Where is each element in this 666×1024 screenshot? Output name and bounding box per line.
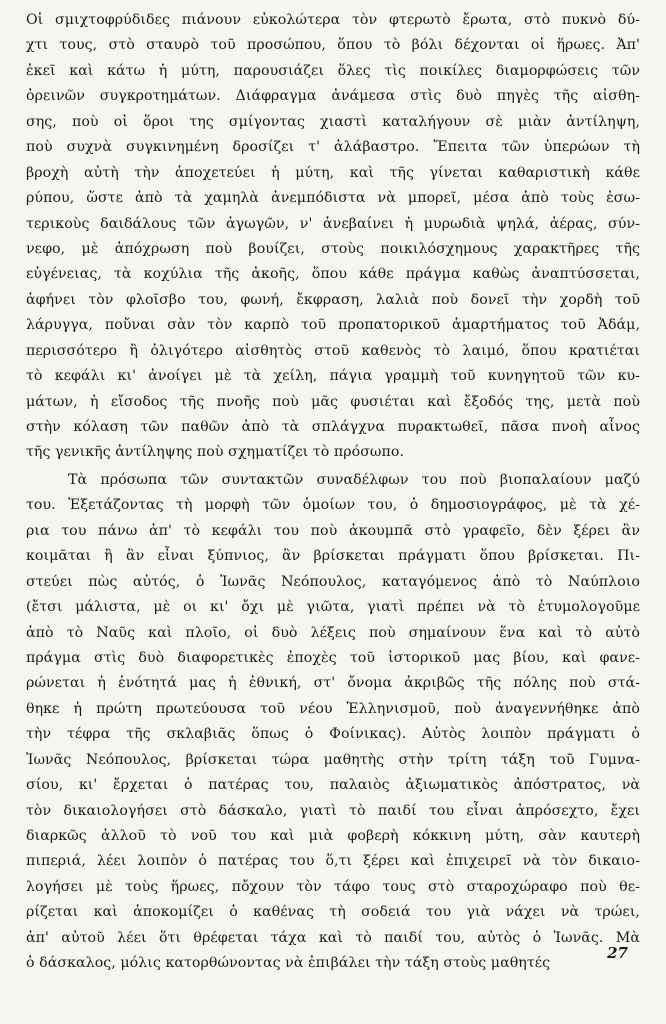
text-line: βροχὴ αὐτὴ τὴν ἀποχετεύει ἡ μύτη, καὶ τῆς γίνεται καθαριστικὴ κάθε — [26, 164, 640, 181]
text-line: ὁ δάσκαλος, μόλις κατορθώνοντας νὰ ἐπιβάλει τὴν τάξη στοὺς μαθητές — [26, 955, 551, 972]
text-line: στὴν κόλαση τῶν παθῶν ἀπὸ τὰ σπλάγχνα πυρακτωθεῖ, πᾶσα πνοὴ αἶνος — [26, 419, 640, 435]
text-line: στεύει πὼς αὐτός, ὁ Ἰωνᾶς Νεόπουλος, καταγόμενος ἀπὸ τὸ Ναύπλοιο — [26, 573, 640, 590]
text-line: διαρκῶς ἀλλοῦ τὸ νοῦ του καὶ μιὰ φοβερὴ κόκκινη μύτη, σὰν καυτερὴ — [26, 828, 640, 844]
text-line: ἀφήνει τὸν φλοῖσβο του, φωνή, ἔκφραση, λαλιὰ ποὺ δονεῖ τὴν χορδὴ τοῦ — [26, 291, 640, 308]
page-number: 27 — [607, 944, 628, 962]
text-line: Τὰ πρόσωπα τῶν συντακτῶν συναδέλφων του ποὺ βιοπαλαίουν μαζύ — [68, 471, 640, 488]
text-line: ρώνεται ἡ ἑνότητά μας ἡ ἐθνική, στ' ὄνομα ἀκριβῶς τῆς πόλης ποὺ στά- — [26, 675, 640, 692]
text-line: ὀρεινῶν συγκροτημάτων. Διάφραγμα ἀνάμεσα στὶς δυὸ πηγὲς τῆς αἰσθη- — [26, 88, 640, 105]
text-line: Οἱ σμιχτοφρύδιδες πιάνουν εὐκολώτερα τὸν φτερωτὸ ἔρωτα, στὸ πυκνὸ δύ- — [26, 12, 640, 28]
text-line: πράγμα στὶς δυὸ διαφορετικὲς ἐποχὲς τοῦ ἱστορικοῦ μας βίου, καὶ φανε- — [26, 649, 640, 666]
text-line: του. Ἐξετάζοντας τὴ μορφὴ τῶν ὁμοίων του, ὁ δημοσιογράφος, μὲ τὰ χέ- — [26, 497, 640, 514]
text-line: λογήσει μὲ τοὺς ἥρωες, πὄχουν τὸν τάφο τους στὸ σταροχώραφο ποὺ θε- — [26, 878, 640, 895]
text-line: ἀπ' αὐτοῦ λέει ὅτι θρέφεται τάχα καὶ τὸ παιδί του, αὐτὸς ὁ Ἰωνᾶς. Μὰ — [26, 929, 640, 946]
text-line: τὴν τέφρα τῆς σκλαβιᾶς ὅπως ὁ Φοίνικας). Αὐτὸς λοιπὸν πράγματι ὁ — [26, 726, 640, 743]
text-line: πιπεριά, λέει λοιπὸν ὁ πατέρας του ὅ,τι ξέρει καὶ ἐπιχειρεῖ νὰ τὸν δικαιο- — [26, 853, 640, 870]
text-line: τὸν δικαιολογήσει στὸ δάσκαλο, γιατὶ τὸ παιδί του εἶναι ἀπρόσεχτο, ἔχει — [26, 802, 640, 819]
text-line: εὐγένειας, τὰ κοχύλια τῆς ἀκοῆς, ὅπου κάθε πράγμα καθὼς ἀναπτύσσεται, — [26, 266, 640, 283]
text-line: ἐκεῖ καὶ κάτω ἡ μύτη, παρουσιάζει ὅλες τὶς ποικίλες διαμορφώσεις τῶν — [26, 62, 640, 79]
text-line: (ἔτσι μάλιστα, μὲ οι κι' ὄχι μὲ γιῶτα, γιατὶ πρέπει νὰ τὸ ἐτυμολογοῦμε — [26, 599, 640, 616]
text-line: σίου, κι' ἔρχεται ὁ πατέρας του, παλαιὸς ἀξιωματικὸς ἀπόστρατος, νὰ — [26, 777, 640, 794]
text-line: λάρυγγα, ποὔναι σὰν τὸν καρπὸ τοῦ προπατορικοῦ ἁμαρτήματος τοῦ Ἀδάμ, — [26, 317, 640, 334]
text-line: νεφο, μὲ ἀπόχρωση ποὺ βουίζει, στοὺς ποικιλόσχημους χαρακτῆρες τῆς — [26, 240, 640, 257]
paragraph — [26, 468, 640, 977]
text-line: τῆς γενικῆς ἀντίληψης ποὺ σχηματίζει τὸ πρόσωπο. — [26, 444, 405, 461]
text-line: ρια του πάνω ἀπ' τὸ κεφάλι του ποὺ ἀκουμπᾶ στὸ γραφεῖο, δὲν ξέρει ἂν — [26, 522, 640, 539]
text-line: ρίζεται καὶ ἀποκομίζει ὁ καθένας τὴ σοδειά του γιὰ νάχει νὰ τρώει, — [26, 904, 640, 921]
text-line: τὸ κεφάλι κι' ἀνοίγει μὲ τὰ χείλη, πάγια γραμμὴ τοῦ κυνηγητοῦ τῶν κυ- — [26, 368, 640, 385]
text-line: τερικοὺς δαιδάλους τῶν ἀγωγῶν, ν' ἀνεβαίνει ἡ μυρωδιὰ ψηλά, ἀέρας, σύν- — [26, 215, 640, 232]
paragraph — [26, 8, 640, 466]
text-line: περισσότερο ἢ ὀλιγότερο αἰσθητὸς στοῦ καθενὸς τὸ λαιμό, ὅπου κρατιέται — [26, 342, 640, 359]
text-line: ἀπὸ τὸ Ναῦς καὶ πλοῖο, οἱ δυὸ λέξεις ποὺ σημαίνουν ἕνα καὶ τὸ αὐτὸ — [26, 624, 640, 641]
text-line: θηκε ἡ πρώτη πρωτεύουσα τοῦ νέου Ἑλληνισμοῦ, ποὺ ἀναγεννήθηκε ἀπὸ — [26, 700, 640, 717]
text-line: ρύπου, ὥστε ἀπὸ τὰ χαμηλὰ ἀνεμπόδιστα νὰ μπορεῖ, μέσα ἀπὸ τοὺς ἐσω- — [26, 190, 640, 207]
body-text — [26, 8, 640, 977]
text-line: χτι τους, στὸ σταυρὸ τοῦ προσώπου, ὅπου τὸ βόλι δέχονται οἱ ἥρωες. Ἀπ' — [26, 37, 640, 54]
text-line: σης, ποὺ οἱ ὅροι της σμίγοντας χιαστὶ καταλήγουν σὲ μιὰν ἀντίληψη, — [26, 113, 640, 130]
text-line: μάτων, ἡ εἴσοδος τῆς πνοῆς ποὺ μᾶς φυσιέται καὶ ἔξοδός της, μετὰ ποὺ — [26, 393, 640, 410]
text-line: κοιμᾶται ἢ ἂν εἶναι ξύπνιος, ἂν βρίσκεται πράγματι ὅπου βρίσκεται. Πι- — [26, 548, 640, 565]
text-line: ποὺ συχνὰ συγκινημένη δροσίζει τ' ἀλάβαστρο. Ἔπειτα τῶν ὑπερώων τὴ — [26, 139, 640, 156]
text-line: Ἰωνᾶς Νεόπουλος, βρίσκεται τώρα μαθητὴς στὴν τρίτη τάξη τοῦ Γυμνα- — [26, 751, 640, 768]
